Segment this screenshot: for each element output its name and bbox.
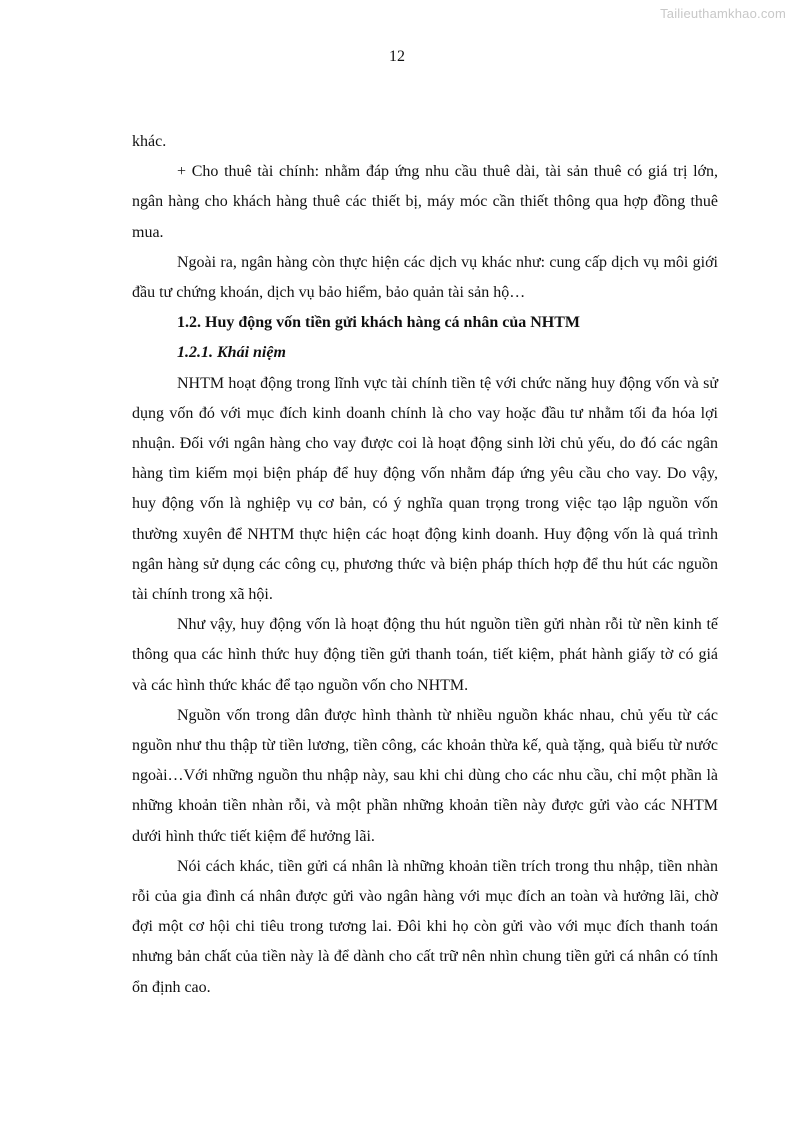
paragraph-personal-deposits: Nói cách khác, tiền gửi cá nhân là những khoản tiền trích trong thu nhập, tiền nhàn rỗi của gia đình cá nhân được gửi vào ngân hàng với mục đích an toàn và hưởng lãi, chờ đợi một cơ hội chi tiêu trong tương lai. Đôi khi họ còn gửi vào với mục đích thanh toán nhưng bản chất của tiền này là để dành cho cất trữ nên nhìn chung tiền gửi cá nhân có tính ổn định cao. xyxy=(132,857,718,996)
paragraph-definition: Như vậy, huy động vốn là hoạt động thu hút nguồn tiền gửi nhàn rỗi từ nền kinh tế thông qua các hình thức huy động tiền gửi thanh toán, tiết kiệm, phát hành giấy tờ có giá và các hình thức khác để tạo nguồn vốn cho NHTM. xyxy=(132,616,718,694)
section-heading: 1.2. Huy động vốn tiền gửi khách hàng cá nhân của NHTM xyxy=(177,314,581,332)
watermark: Tailieuthamkhao.com xyxy=(660,6,786,21)
paragraph-finance-lease: + Cho thuê tài chính: nhằm đáp ứng nhu cầu thuê dài, tài sản thuê có giá trị lớn, ngân hàng cho khách hàng thuê các thiết bị, máy móc cần thiết thông qua hợp đồng thuê mua. xyxy=(132,163,718,241)
document-body xyxy=(132,127,718,1003)
paragraph-concept: NHTM hoạt động trong lĩnh vực tài chính tiền tệ với chức năng huy động vốn và sử dụng vốn đó với mục đích kinh doanh chính là cho vay hoặc đầu tư nhằm tối đa hóa lợi nhuận. Đối với ngân hàng cho vay được coi là hoạt động sinh lời chủ yếu, do đó các ngân hàng tìm kiếm mọi biện pháp để huy động vốn nhằm đáp ứng yêu cầu cho vay. Do vậy, huy động vốn là nghiệp vụ cơ bản, có ý nghĩa quan trọng trong việc tạo lập nguồn vốn thường xuyên để NHTM thực hiện các hoạt động kinh doanh. Huy động vốn là quá trình ngân hàng sử dụng các công cụ, phương thức và biện pháp thích hợp để thu hút các nguồn tài chính trong xã hội. xyxy=(132,374,718,604)
paragraph-sources: Nguồn vốn trong dân được hình thành từ nhiều nguồn khác nhau, chủ yếu từ các nguồn như thu thập từ tiền lương, tiền công, các khoản thừa kế, quà tặng, quà biếu từ nước ngoài…Với những nguồn thu nhập này, sau khi chi dùng cho các nhu cầu, chỉ một phần là những khoản tiền nhàn rỗi, và một phần những khoản tiền này được gửi vào các NHTM dưới hình thức tiết kiệm để hưởng lãi. xyxy=(132,706,718,845)
subsection-heading: 1.2.1. Khái niệm xyxy=(177,344,286,362)
page-number: 12 xyxy=(389,48,405,65)
paragraph-other-services: Ngoài ra, ngân hàng còn thực hiện các dịch vụ khác như: cung cấp dịch vụ môi giới đầu tư chứng khoán, dịch vụ bảo hiểm, bảo quản tài sản hộ… xyxy=(132,253,718,302)
paragraph-continuation: khác. xyxy=(132,133,167,150)
